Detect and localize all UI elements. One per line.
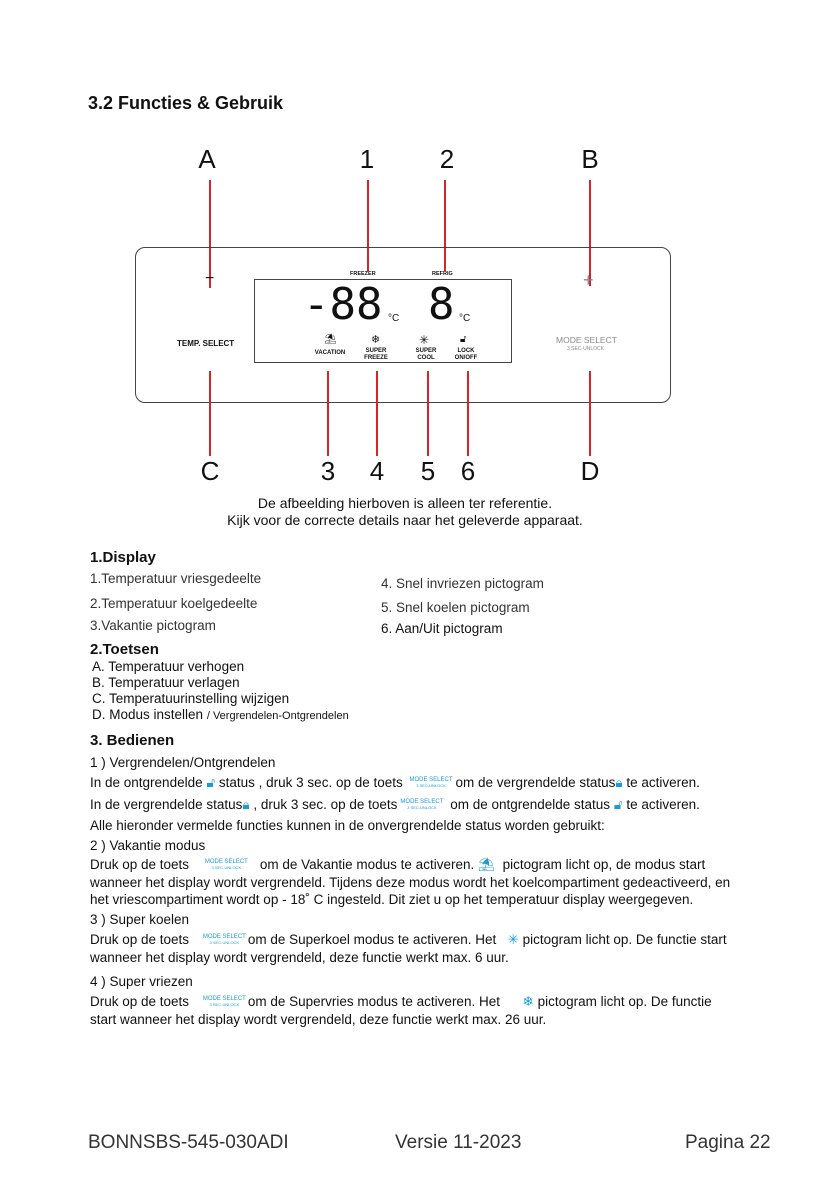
text: om de Vakantie modus te activeren. (259, 857, 475, 872)
text: MODE SELECT (202, 934, 246, 941)
text: te activeren. (626, 775, 700, 790)
key-item (92, 707, 349, 724)
unlock-label: 3 SEC-UNLOCK (567, 346, 604, 352)
key-item: B. Temperatuur verlagen (92, 675, 240, 690)
freezer-temp: -88 (303, 279, 383, 330)
text: 3 SEC-UNLOCK (211, 865, 242, 871)
display-item: 1.Temperatuur vriesgedeelte (90, 571, 262, 586)
label-a: A (198, 144, 216, 174)
text: MODE SELECT (204, 859, 248, 866)
text: om de vergrendelde status (455, 775, 616, 790)
text: pictogram licht op, de modus start (502, 857, 706, 872)
vacation-label: VACATION (314, 350, 346, 356)
pointer-line (327, 371, 329, 456)
super-freeze-icon: ❄ (522, 994, 534, 1009)
label-3: 3 (320, 456, 336, 486)
pointer-line (376, 371, 378, 456)
paragraph-line (90, 857, 705, 873)
super-cool-icon: ✳ (507, 932, 519, 947)
key-item: A. Temperatuur verhogen (92, 659, 245, 674)
paragraph-line: Alle hieronder vermelde functies kunnen in de onvergrendelde status worden gebruikt: (90, 818, 605, 833)
display-item: 2.Temperatuur koelgedeelte (90, 596, 258, 611)
text: om de ontgrendelde status (450, 797, 611, 812)
pointer-line (467, 371, 469, 456)
temp-select-label: TEMP. SELECT (177, 339, 235, 348)
refrig-label: REFRIG (432, 271, 453, 277)
footer-page: Pagina 22 (685, 1132, 771, 1153)
refrig-unit: °C (459, 313, 471, 324)
lock-icon: 🔒︎ (615, 775, 623, 790)
label-2: 2 (439, 144, 455, 174)
text: 3 SEC-UNLOCK (209, 940, 240, 946)
keys-heading: 2.Toetsen (90, 641, 159, 658)
paragraph-line (90, 932, 727, 948)
text: status , druk 3 sec. op de toets (218, 775, 403, 790)
text: In de ontgrendelde (90, 775, 203, 790)
key-item-extra: / Vergrendelen-Ontgrendelen (206, 710, 349, 722)
subheading: 2 ) Vakantie modus (90, 838, 206, 853)
text: om de Supervries modus te activeren. Het (247, 994, 500, 1009)
minus-button: − (205, 270, 215, 287)
text: 3 SEC-UNLOCK (209, 1002, 240, 1008)
mode-select-key-icon (410, 778, 453, 788)
text: Druk op de toets (90, 994, 190, 1009)
mode-select-key-icon (203, 997, 246, 1007)
unlock-icon: 🔓︎ (206, 775, 216, 790)
lock-icon: 🔓︎ (460, 334, 467, 345)
subheading: 1 ) Vergrendelen/Ontgrendelen (90, 755, 276, 770)
freezer-unit: °C (388, 313, 400, 324)
pointer-line (589, 371, 591, 456)
text: Druk op de toets (90, 857, 190, 872)
key-item: C. Temperatuurinstelling wijzigen (92, 691, 290, 706)
text: MODE SELECT (202, 996, 246, 1003)
mode-select-key-icon (400, 800, 443, 810)
pointer-line (209, 371, 211, 456)
display-item: 5. Snel koelen pictogram (381, 600, 530, 615)
vacation-icon: ⛱ (477, 857, 496, 872)
label-b: B (581, 144, 599, 174)
mode-select-key-icon (205, 860, 248, 870)
mode-select-label: MODE SELECT (556, 335, 617, 345)
label-6: 6 (460, 456, 476, 486)
display-item: 3.Vakantie pictogram (90, 618, 216, 633)
text: pictogram licht op. De functie start (522, 932, 727, 947)
text: MODE SELECT (400, 799, 444, 806)
asterisk-icon: ✳ (419, 333, 430, 347)
label-5: 5 (420, 456, 436, 486)
paragraph-line (90, 797, 700, 813)
paragraph-line: wanneer het display wordt vergrendeld. Tijdens deze modus wordt het koelcompartiment gedeactiveerd, en (90, 875, 731, 890)
refrig-temp: 8 (428, 279, 455, 330)
label-d: D (580, 456, 600, 486)
unlock-icon: 🔓︎ (613, 797, 623, 812)
text: MODE SELECT (409, 777, 453, 784)
lock-label: LOCK ON/OFF (454, 348, 478, 361)
display-item: 6. Aan/Uit pictogram (381, 621, 503, 636)
text: te activeren. (626, 797, 700, 812)
paragraph-line (90, 994, 712, 1010)
text: Druk op de toets (90, 932, 190, 947)
subheading: 4 ) Super vriezen (90, 974, 193, 989)
super-cool-label: SUPER COOL (415, 348, 437, 361)
freezer-label: FREEZER (350, 271, 376, 277)
label-1: 1 (359, 144, 375, 174)
subheading: 3 ) Super koelen (90, 912, 190, 927)
text: 3 SEC-UNLOCK (416, 783, 446, 789)
snowflake-icon: ❄ (371, 334, 381, 346)
paragraph-line: start wanneer het display wordt vergrendeld, deze functie werkt max. 26 uur. (90, 1012, 547, 1027)
operate-heading: 3. Bedienen (90, 732, 175, 749)
paragraph-line: wanneer het display wordt vergrendeld, deze functie werkt max. 6 uur. (90, 950, 509, 965)
pointer-line (427, 371, 429, 456)
paragraph-line (90, 775, 700, 791)
text: 3 SEC-UNLOCK (407, 805, 437, 811)
text: pictogram licht op. De functie (537, 994, 712, 1009)
footer-version: Versie 11-2023 (395, 1132, 522, 1153)
footer-model: BONNSBS-545-030ADI (88, 1132, 289, 1153)
vacation-icon: ⛱ (324, 334, 337, 345)
text: om de Superkoel modus te activeren. Het (247, 932, 497, 947)
key-item-text: D. Modus instellen (92, 707, 204, 722)
label-c: C (200, 456, 220, 486)
mode-select-key-icon (203, 935, 246, 945)
text: In de vergrendelde status (90, 797, 243, 812)
paragraph-line: het vriescompartiment wordt op - 18˚ C ingesteld. Dit ziet u op het temperatuur display weergegeven. (90, 892, 694, 907)
caption-line: De afbeelding hierboven is alleen ter referentie. (257, 495, 553, 511)
label-4: 4 (369, 456, 385, 486)
display-heading: 1.Display (90, 549, 156, 566)
display-item: 4. Snel invriezen pictogram (381, 576, 544, 591)
caption-line: Kijk voor de correcte details naar het geleverde apparaat. (227, 512, 583, 528)
lock-icon: 🔒︎ (242, 797, 250, 812)
section-title: 3.2 Functies & Gebruik (88, 93, 284, 113)
plus-button: + (583, 270, 594, 290)
super-freeze-label: SUPER FREEZE (364, 348, 388, 361)
text: , druk 3 sec. op de toets (253, 797, 398, 812)
